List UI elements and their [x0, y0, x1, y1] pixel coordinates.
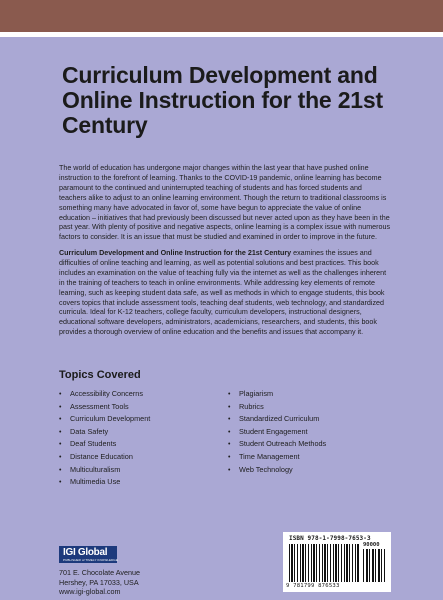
topic-item: • Time Management	[228, 451, 326, 464]
ean-number: 9 781799 876533	[286, 583, 340, 589]
publisher-address	[59, 568, 140, 597]
topic-item: • Standardized Curriculum	[228, 413, 326, 426]
topic-item: • Curriculum Development	[59, 413, 150, 426]
topics-heading: Topics Covered	[59, 369, 141, 381]
description-paragraph-2	[59, 249, 391, 338]
barcode-addon-number: 90000	[363, 542, 380, 548]
top-color-band	[0, 0, 443, 32]
top-divider-line	[0, 32, 443, 37]
topic-item: • Plagiarism	[228, 388, 326, 401]
topic-item: • Student Outreach Methods	[228, 438, 326, 451]
topics-list-left	[59, 388, 150, 489]
topic-item: • Multiculturalism	[59, 464, 150, 477]
topic-item: • Assessment Tools	[59, 401, 150, 414]
book-title: Curriculum Development and Online Instruction for the 21st Century	[62, 62, 383, 138]
topic-item: • Accessibility Concerns	[59, 388, 150, 401]
publisher-logo-tagline: PUBLISHER of TIMELY KNOWLEDGE	[63, 558, 118, 562]
description-paragraph-1: The world of education has undergone major changes within the last year that have pushed online instruction to the forefront of learning. Thanks to the COVID-19 pandemic, online learning has become paramount to the continued and uninterrupted teaching of students and has forced students and teachers alike to adjust to an online learning environment. Though the return to traditional classrooms is something many have advocated in favor of, some have begun to appreciate the value of online education – initiatives that had previously been discussed but never acted upon as they have been in the past year. With plenty of positive and negative aspects, online learning is a complex issue with numerous factors to consider. It is an issue that must be studied and examined in order to improve in the future.	[59, 164, 391, 242]
topic-item: • Rubrics	[228, 401, 326, 414]
topics-list-right	[228, 388, 326, 476]
description-paragraph-2-text: examines the issues and difficulties of online teaching and learning, as well as potential solutions and best practices. This book includes an examination on the value of teaching fully via the internet as well as the challenges inherent in the training of teachers to teach in online environments. While addressing key elements of remote learning, such as keeping student data safe, as well as methods in which to engage students, this book covers topics that include assessment tools, teaching deaf students, web technology, and standardized curricula. Ideal for K-12 teachers, college faculty, curriculum developers, instructional designers, educational software developers, administrators, academicians, researchers, and students, this book provides a thorough overview of online education and the benefits and issues that accompany it.	[59, 249, 387, 337]
barcode-bars	[289, 544, 359, 582]
publisher-website: www.igi-global.com	[59, 587, 121, 596]
book-title-inline: Curriculum Development and Online Instruction for the 21st Century	[59, 249, 292, 257]
topic-item: • Web Technology	[228, 464, 326, 477]
topic-item: • Multimedia Use	[59, 476, 150, 489]
publisher-logo	[59, 546, 117, 563]
topic-item: • Distance Education	[59, 451, 150, 464]
topic-item: • Data Safety	[59, 426, 150, 439]
publisher-logo-name: IGI Global	[63, 547, 108, 558]
topic-item: • Deaf Students	[59, 438, 150, 451]
topic-item: • Student Engagement	[228, 426, 326, 439]
barcode-addon-bars	[363, 549, 385, 582]
isbn-number: ISBN 978-1-7998-7653-3	[289, 535, 371, 542]
address-line-2: Hershey, PA 17033, USA	[59, 577, 139, 587]
isbn-barcode	[283, 532, 391, 592]
address-line-1: 701 E. Chocolate Avenue	[59, 568, 140, 577]
